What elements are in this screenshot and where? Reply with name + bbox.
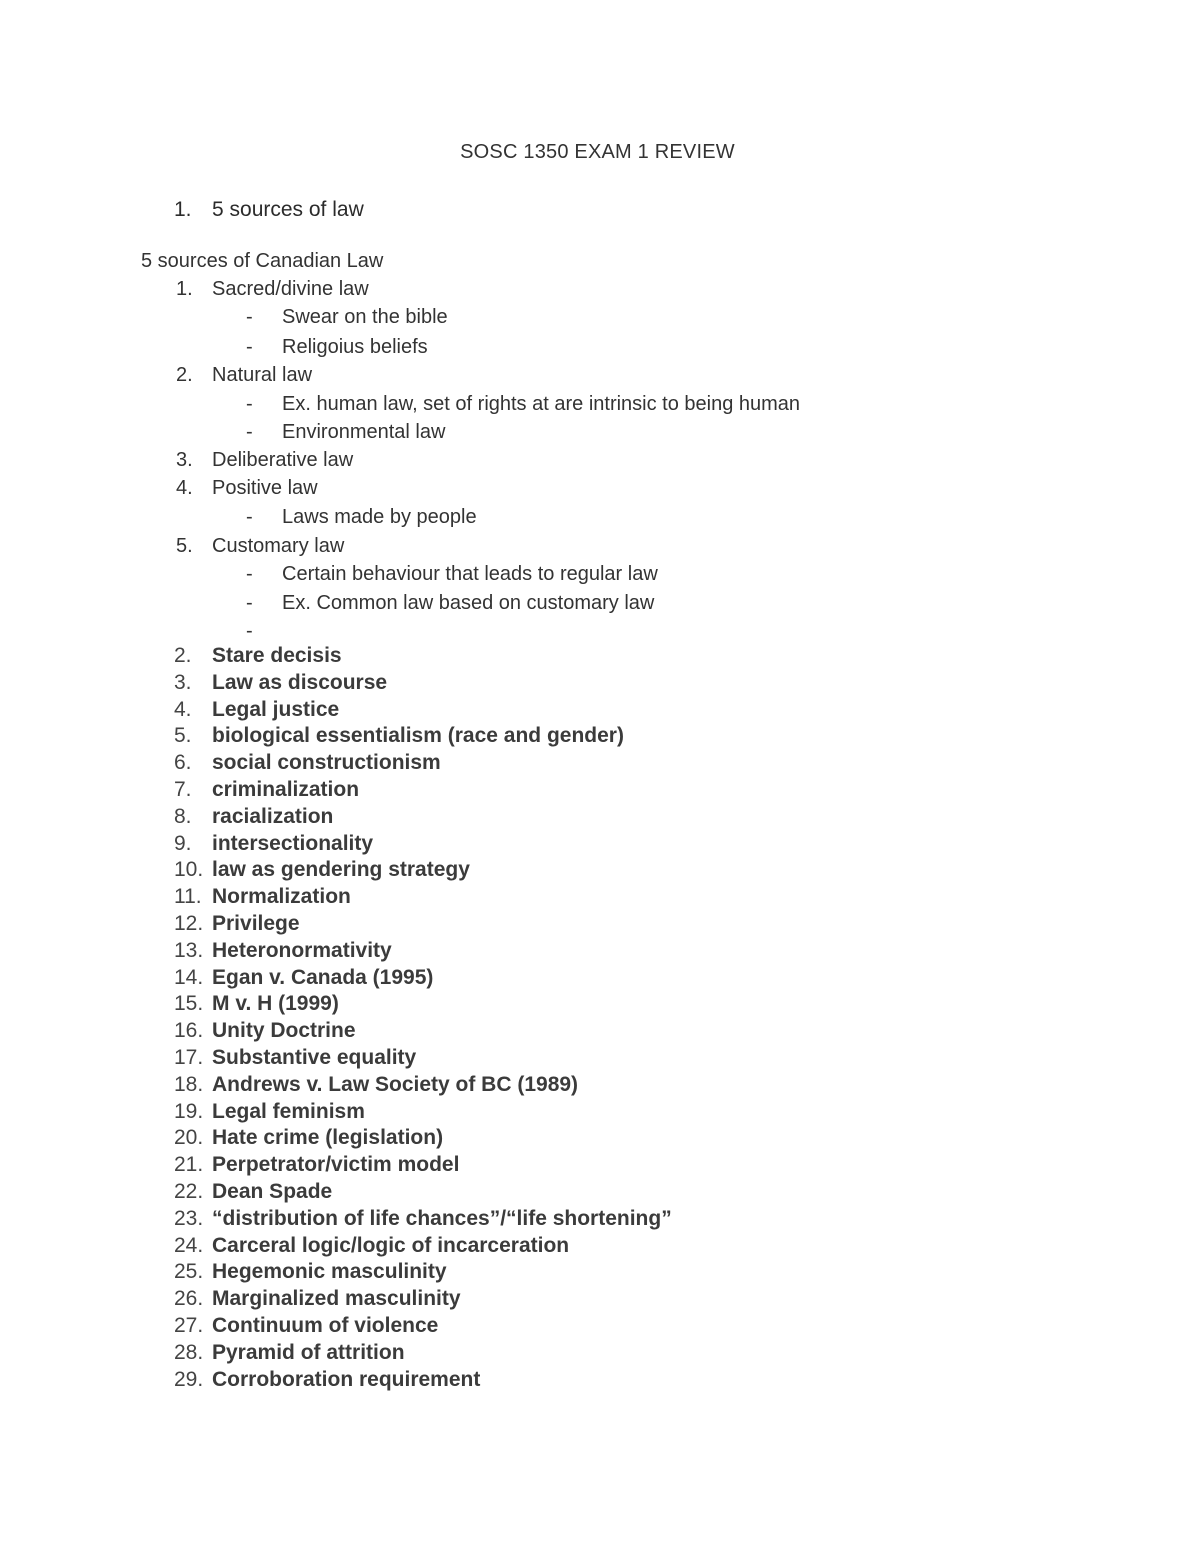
list-item	[174, 965, 672, 992]
source-note	[246, 336, 428, 359]
list-item	[174, 1286, 672, 1313]
term-number: 17.	[174, 1045, 204, 1069]
term-number: 3.	[174, 670, 192, 694]
note-text: Swear on the bible	[282, 306, 448, 328]
list-item	[174, 1179, 672, 1206]
term-number: 2.	[174, 644, 192, 667]
source-number: 1.	[176, 278, 193, 300]
term-text: criminalization	[212, 777, 360, 801]
list-item	[174, 1313, 672, 1340]
source-item	[176, 477, 318, 500]
list-item	[174, 1018, 672, 1045]
term-text: Heteronormativity	[212, 938, 392, 962]
source-item	[176, 364, 312, 387]
source-note	[246, 506, 477, 529]
list-item	[174, 991, 672, 1018]
source-label: Deliberative law	[212, 449, 354, 471]
list-item	[174, 697, 672, 724]
dash-bullet: -	[246, 620, 253, 642]
term-text: Substantive equality	[212, 1045, 417, 1069]
dash-bullet: -	[246, 563, 253, 585]
source-number: 4.	[176, 477, 193, 499]
item-number: 1.	[174, 198, 192, 221]
list-item	[174, 723, 672, 750]
term-number: 11.	[174, 885, 202, 909]
source-label: Positive law	[212, 477, 318, 499]
list-item	[174, 1340, 672, 1367]
item-text: 5 sources of law	[212, 198, 364, 221]
term-number: 19.	[174, 1099, 204, 1123]
list-item	[174, 1152, 672, 1179]
list-item	[174, 1367, 672, 1394]
section-heading: 5 sources of Canadian Law	[141, 250, 384, 272]
dash-bullet: -	[246, 506, 253, 528]
term-number: 5.	[174, 724, 192, 748]
term-text: M v. H (1999)	[212, 992, 339, 1016]
term-text: social constructionism	[212, 751, 441, 775]
note-text: Ex. human law, set of rights at are intrinsic to being human	[282, 393, 801, 415]
term-number: 26.	[174, 1287, 204, 1311]
list-item	[174, 1233, 672, 1260]
source-note-empty	[246, 620, 282, 643]
term-number: 9.	[174, 831, 192, 855]
term-text: Normalization	[212, 885, 351, 909]
list-item	[174, 1072, 672, 1099]
list-item	[174, 750, 672, 777]
list-item	[174, 831, 672, 858]
term-number: 12.	[174, 911, 204, 935]
term-text: Marginalized masculinity	[212, 1287, 461, 1311]
dash-bullet: -	[246, 421, 253, 443]
term-number: 13.	[174, 938, 204, 962]
list-item	[174, 1099, 672, 1126]
term-number: 15.	[174, 992, 204, 1016]
term-text: Egan v. Canada (1995)	[212, 965, 434, 989]
term-text: “distribution of life chances”/“life shortening”	[212, 1206, 672, 1230]
term-text: Privilege	[212, 911, 300, 935]
term-text: Legal feminism	[212, 1099, 365, 1123]
term-number: 20.	[174, 1126, 204, 1150]
list-item	[174, 777, 672, 804]
term-number: 6.	[174, 751, 192, 775]
note-text: Ex. Common law based on customary law	[282, 592, 655, 614]
review-terms-list	[174, 643, 672, 1393]
term-text: biological essentialism (race and gender)	[212, 724, 624, 748]
source-number: 5.	[176, 535, 193, 557]
note-text: Religoius beliefs	[282, 336, 428, 358]
term-number: 4.	[174, 697, 192, 721]
source-number: 3.	[176, 449, 193, 471]
term-number: 25.	[174, 1260, 204, 1284]
source-item	[176, 535, 344, 558]
list-item	[174, 1259, 672, 1286]
term-number: 24.	[174, 1233, 204, 1257]
term-text: Carceral logic/logic of incarceration	[212, 1233, 570, 1257]
term-text: Perpetrator/victim model	[212, 1153, 460, 1177]
source-note	[246, 592, 654, 615]
term-text: Law as discourse	[212, 670, 388, 694]
note-text: Certain behaviour that leads to regular law	[282, 563, 658, 585]
term-number: 10.	[174, 858, 204, 882]
term-text: racialization	[212, 804, 334, 828]
term-text: Continuum of violence	[212, 1313, 439, 1337]
term-text: Andrews v. Law Society of BC (1989)	[212, 1072, 579, 1096]
term-text: intersectionality	[212, 831, 374, 855]
source-label: Sacred/divine law	[212, 278, 369, 300]
term-text: Unity Doctrine	[212, 1019, 356, 1043]
term-number: 27.	[174, 1313, 204, 1337]
term-number: 16.	[174, 1019, 204, 1043]
list-item	[174, 911, 672, 938]
term-text: Hate crime (legislation)	[212, 1126, 444, 1150]
note-text: Laws made by people	[282, 506, 477, 528]
term-text: Corroboration requirement	[212, 1367, 481, 1391]
dash-bullet: -	[246, 336, 253, 358]
list-item	[174, 1206, 672, 1233]
source-note	[246, 563, 658, 586]
term-number: 8.	[174, 804, 192, 828]
term-number: 28.	[174, 1340, 204, 1364]
term-number: 23.	[174, 1206, 204, 1230]
term-text: Hegemonic masculinity	[212, 1260, 447, 1284]
term-number: 7.	[174, 777, 192, 801]
list-item	[174, 643, 672, 670]
list-item	[174, 670, 672, 697]
source-label: Natural law	[212, 364, 313, 386]
source-number: 2.	[176, 364, 193, 386]
source-item	[176, 449, 353, 472]
list-item	[174, 857, 672, 884]
list-item	[174, 938, 672, 965]
source-item	[176, 278, 369, 301]
source-note	[246, 421, 445, 444]
list-item	[174, 1045, 672, 1072]
term-text: Legal justice	[212, 697, 340, 721]
term-number: 18.	[174, 1072, 204, 1096]
term-text: Pyramid of attrition	[212, 1340, 405, 1364]
note-text: Environmental law	[282, 421, 446, 443]
source-label: Customary law	[212, 535, 345, 557]
term-number: 21.	[174, 1153, 204, 1177]
source-note	[246, 393, 800, 416]
term-text: Dean Spade	[212, 1179, 333, 1203]
term-number: 29.	[174, 1367, 204, 1391]
source-note	[246, 306, 448, 329]
list-item	[174, 1125, 672, 1152]
dash-bullet: -	[246, 393, 253, 415]
first-review-item	[174, 198, 364, 222]
term-number: 14.	[174, 965, 204, 989]
dash-bullet: -	[246, 306, 253, 328]
term-number: 22.	[174, 1179, 204, 1203]
list-item	[174, 804, 672, 831]
term-text: law as gendering strategy	[212, 858, 470, 882]
list-item	[174, 884, 672, 911]
page-title: SOSC 1350 EXAM 1 REVIEW	[460, 141, 735, 163]
dash-bullet: -	[246, 592, 253, 614]
term-text: Stare decisis	[212, 644, 342, 667]
